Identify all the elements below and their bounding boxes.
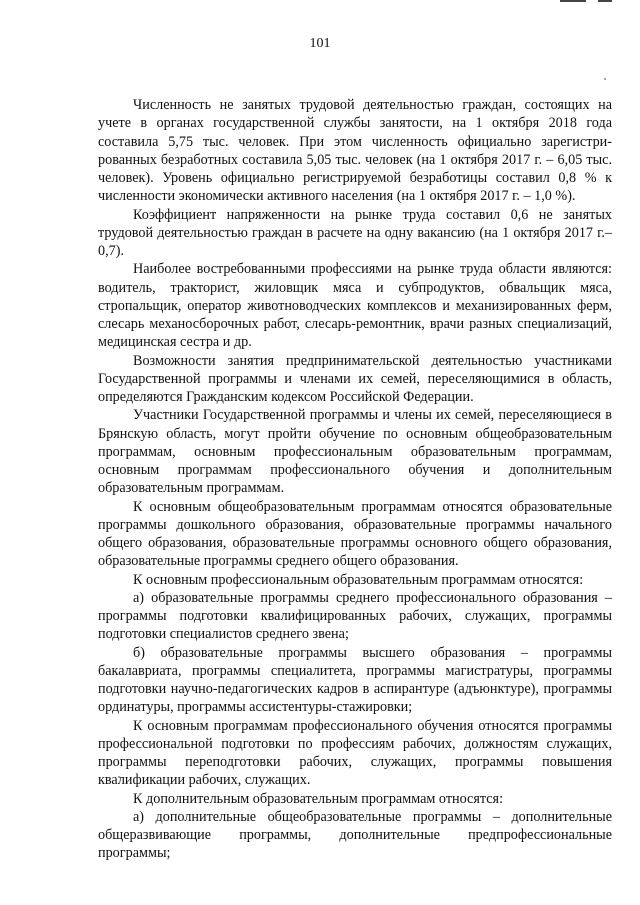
paragraph-tension-coefficient: Коэффициент напряженности на рынке труда составил 0,6 не занятых трудовой деятельностью граждан в расчете на одну вакансию (на 1 октября 2017 г.– 0,7). [98,206,612,259]
page-number: 101 [309,36,331,51]
scan-edge-mark [598,0,612,2]
paragraph-unemployment-stats: Численность не занятых трудовой деятельностью граждан, состоящих на учете в органах государственной службы занятости, на 1 октября 2018 года составила 5,75 тыс. человек. При этом численность официально зарегистрированных безработных составила 5,05 тыс. человек (на 1 октября 2017 г. – 6,05 тыс. человек). Уровень официально регистрируемой безработицы составил 0,8 % к численности экономически активного населения (на 1 октября 2017 г. – 1,0 %). [98,97,612,205]
paragraph-entrepreneurship: Возможности занятия предпринимательской деятельностью участниками Государственной программы и членами их семей, переселяющимися в область, определяются Гражданским кодексом Российской Федерации. [98,352,612,405]
paragraph-general-education: К основным общеобразовательным программам относятся образовательные программы дошкольного образования, образовательные программы начального общего образования, образовательные программы основного общего образования, образовательные программы среднего общего образования. [98,498,612,570]
list-item-additional-general: а) дополнительные общеобразовательные программы – дополнительные общеразвивающие программы, дополнительные предпрофессиональные программы; [98,808,612,862]
document-body [98,96,612,863]
paragraph-professional-education-intro: К основным профессиональным образовательным программам относятся: [133,571,584,588]
paragraph-demanded-professions: Наиболее востребованными профессиями на рынке труда области являются: водитель, тракторист, жиловщик мяса и субпродуктов, обвальщик мяса, стропальщик, оператор животноводческих комплексов и механизированных ферм, слесарь механосборочных работ, слесарь-ремонтник, врачи разных специализаций, медицинская сестра и др. [98,261,612,351]
paragraph-additional-education-intro: К дополнительным образовательным программам относятся: [133,790,504,807]
scan-edge-mark [560,0,586,2]
scan-speck [604,78,606,80]
paragraph-vocational-training: К основным программам профессионального обучения относятся программы профессиональной подготовки по профессиям рабочих, должностям служащих, программы переподготовки рабочих, служащих, программы повышения квалификации рабочих, служащих. [98,717,612,789]
paragraph-training-options: Участники Государственной программы и члены их семей, переселяющиеся в Брянскую область, могут пройти обучение по основным общеобразовательным программам, основным профессиональным образовательным программам, основным программам профессионального обучения и дополнительным образовательным программам. [98,407,612,497]
list-item-secondary-professional: а) образовательные программы среднего профессионального образования – программы подготовки квалифицированных рабочих, служащих, программы подготовки специалистов среднего звена; [98,589,612,643]
list-item-higher-education: б) образовательные программы высшего образования – программы бакалавриата, программы специалитета, программы магистратуры, программы подготовки научно-педагогических кадров в аспирантуре (адъюнктуре), программы ординатуры, программы ассистентуры-стажировки; [98,644,612,716]
